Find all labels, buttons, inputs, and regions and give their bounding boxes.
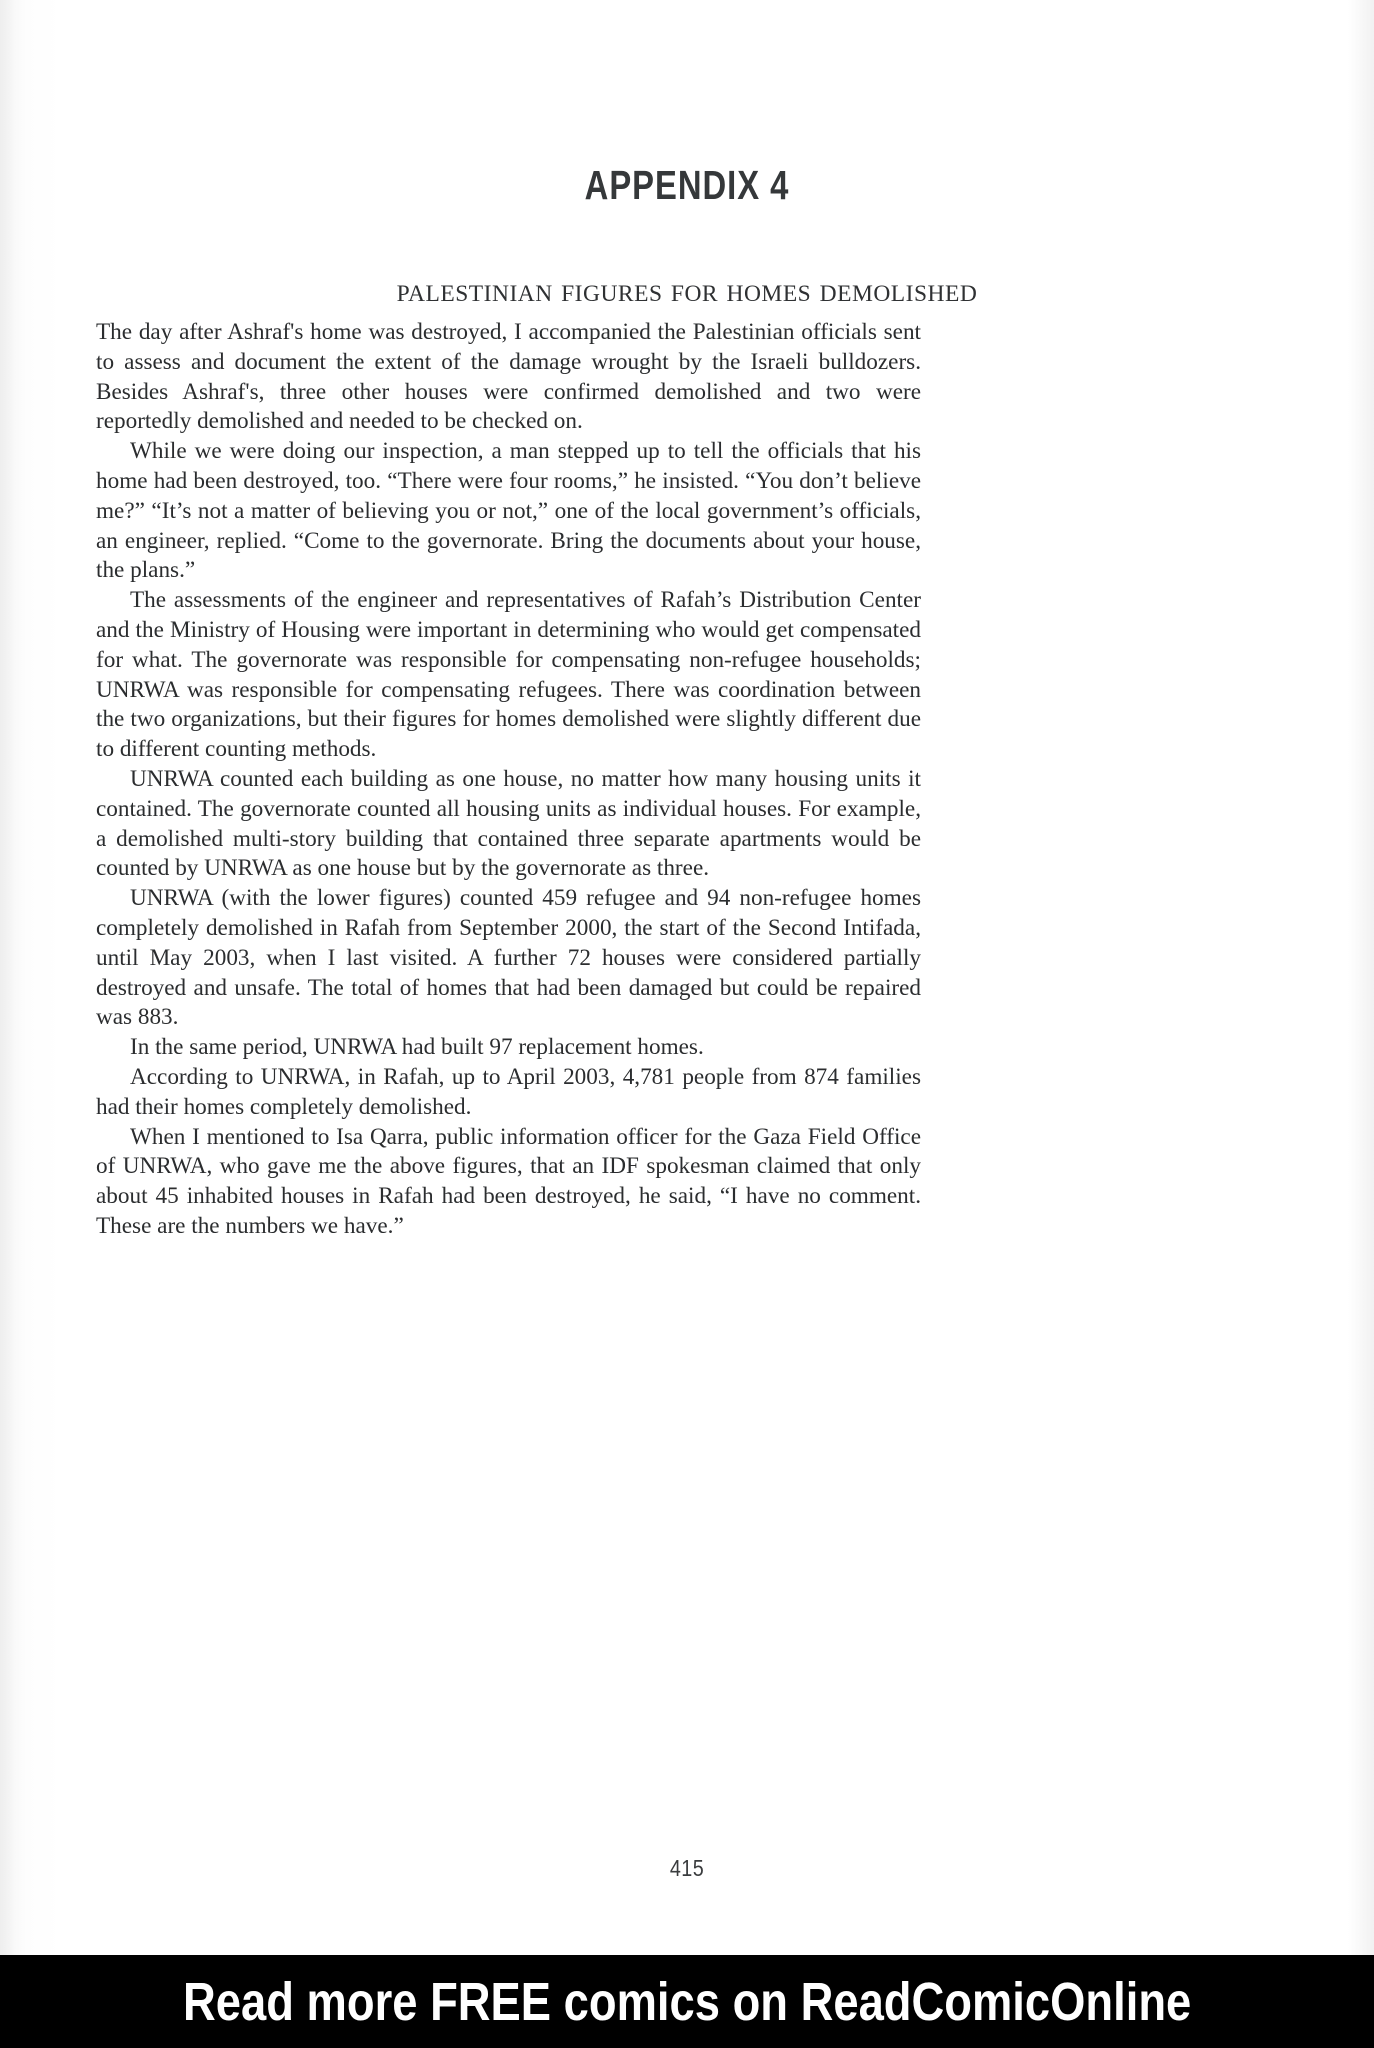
- page-number: 415: [669, 1855, 705, 1881]
- appendix-title: APPENDIX 4: [584, 162, 790, 208]
- body-paragraph: The assessments of the engineer and representatives of Rafah’s Distribution Center and the Ministry of Housing were important in determining who would get compensated for what. The governorate was responsible for compensating non-refugee households; UNRWA was responsible for compensating refugees. There was coordination between the two organizations, but their figures for homes demolished were slightly different due to different counting methods.: [96, 587, 921, 763]
- body-paragraph: UNRWA (with the lower figures) counted 459 refugee and 94 non-refugee homes completely demolished in Rafah from September 2000, the start of the Second Intifada, until May 2003, when I last visited. A further 72 houses were considered partially destroyed and unsafe. The total of homes that had been damaged but could be repaired was 883.: [96, 885, 921, 1031]
- promo-banner-text: Read more FREE comics on ReadComicOnline: [182, 1971, 1192, 2032]
- body-text: [96, 318, 921, 1242]
- body-paragraph: UNRWA counted each building as one house, no matter how many housing units it contained. The governorate counted all housing units as individual houses. For example, a demolished multi-story building that contained three separate apartments would be counted by UNRWA as one house but by the governorate as three.: [96, 765, 921, 882]
- section-subtitle: PALESTINIAN FIGURES FOR HOMES DEMOLISHED: [396, 281, 978, 307]
- body-paragraph: According to UNRWA, in Rafah, up to April 2003, 4,781 people from 874 families had their homes completely demolished.: [96, 1063, 921, 1120]
- body-paragraph: The day after Ashraf's home was destroyed, I accompanied the Palestinian officials sent to assess and document the extent of the damage wrought by the Israeli bulldozers. Besides Ashraf's, three other houses were confirmed demolished and two were reportedly demolished and needed to be checked on.: [96, 319, 921, 435]
- body-paragraph: While we were doing our inspection, a man stepped up to tell the officials that his home had been destroyed, too. “There were four rooms,” he insisted. “You don’t believe me?” “It’s not a matter of believing you or not,” one of the local government’s officials, an engineer, replied. “Come to the governorate. Bring the documents about your house, the plans.”: [96, 438, 921, 584]
- body-paragraph: In the same period, UNRWA had built 97 replacement homes.: [130, 1034, 704, 1061]
- body-paragraph: When I mentioned to Isa Qarra, public information officer for the Gaza Field Office of UNRWA, who gave me the above figures, that an IDF spokesman claimed that only about 45 inhabited houses in Rafah had been destroyed, he said, “I have no comment. These are the numbers we have.”: [96, 1123, 921, 1239]
- promo-banner[interactable]: [0, 1955, 1374, 2048]
